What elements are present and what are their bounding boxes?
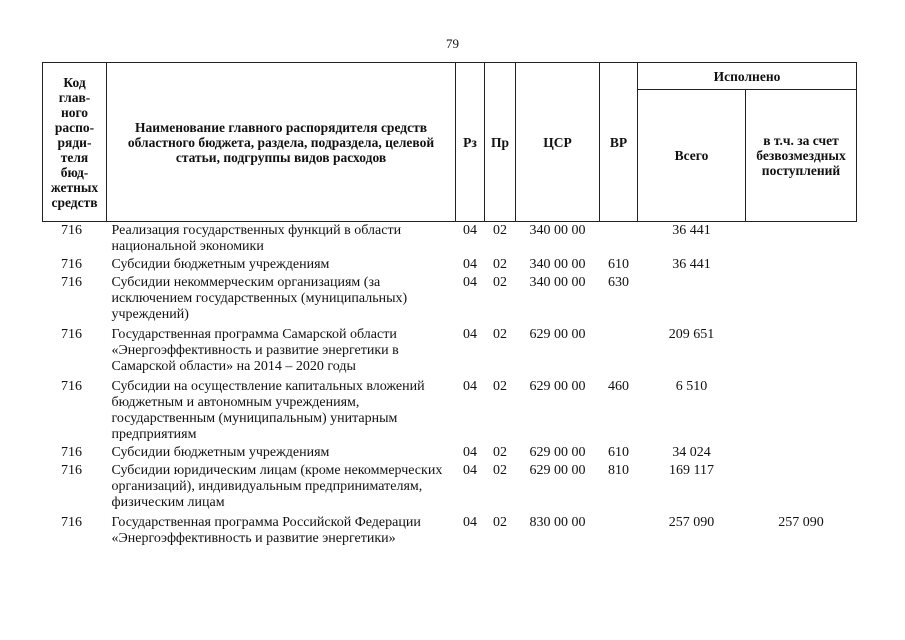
cell-csr: 629 00 00 xyxy=(529,327,586,342)
header-executed: Исполнено xyxy=(638,63,857,90)
cell-pr: 02 xyxy=(493,515,507,530)
cell-csr: 340 00 00 xyxy=(529,223,586,238)
cell-free xyxy=(746,222,857,257)
page-number: 79 xyxy=(446,36,459,51)
cell-total: 169 117 xyxy=(669,463,714,478)
cell-rz: 04 xyxy=(463,515,477,530)
cell-free xyxy=(746,376,857,444)
cell-name: Субсидии бюджетным учреждениям xyxy=(111,445,330,460)
header-name: Наименование главного распорядителя средств областного бюджета, раздела, подраздела, целевой статьи, подгруппы видов расходов xyxy=(107,63,456,222)
cell-name: Субсидии некоммерческим организациям (за исключением государственных (муниципальных) учреждений) xyxy=(111,275,408,322)
cell-total: 209 651 xyxy=(668,327,715,342)
cell-vr: 630 xyxy=(608,275,629,290)
table-row xyxy=(43,274,857,324)
cell-rz: 04 xyxy=(463,327,477,342)
cell-free: 257 090 xyxy=(778,515,824,530)
header-code-line: теля xyxy=(60,149,89,165)
cell-free xyxy=(746,256,857,274)
header-code-line: жетных xyxy=(50,179,99,195)
budget-execution-table xyxy=(42,62,857,548)
table-row xyxy=(43,256,857,274)
table-row xyxy=(43,512,857,548)
cell-code: 716 xyxy=(61,445,82,460)
cell-name: Государственная программа Российской Федерации «Энергоэффективность и развитие энергетики» xyxy=(111,515,421,546)
header-code-line: ряди- xyxy=(57,134,92,150)
cell-csr: 629 00 00 xyxy=(529,379,586,394)
cell-rz: 04 xyxy=(463,463,477,478)
cell-total: 36 441 xyxy=(672,223,711,238)
cell-total: 36 441 xyxy=(672,257,711,272)
cell-name: Государственная программа Самарской области «Энергоэффективность и развитие энергетики в Самарской области» на 2014 – 2020 годы xyxy=(111,327,399,374)
cell-code: 716 xyxy=(61,515,82,530)
cell-free xyxy=(746,324,857,376)
cell-rz: 04 xyxy=(463,379,477,394)
cell-code: 716 xyxy=(61,327,82,342)
cell-vr xyxy=(600,512,638,548)
header-free-receipts: в т.ч. за счет безвозмездных поступлений xyxy=(746,90,857,222)
header-code-line: средств xyxy=(51,194,98,210)
table-row xyxy=(43,462,857,512)
cell-total: 6 510 xyxy=(675,379,708,394)
cell-csr: 629 00 00 xyxy=(529,445,586,460)
cell-free xyxy=(746,444,857,462)
cell-csr: 340 00 00 xyxy=(529,275,586,290)
table-row xyxy=(43,222,857,257)
cell-vr: 610 xyxy=(608,445,629,460)
header-csr: ЦСР xyxy=(516,63,600,222)
cell-name: Субсидии бюджетным учреждениям xyxy=(111,257,330,272)
header-vr: ВР xyxy=(600,63,638,222)
cell-pr: 02 xyxy=(493,445,507,460)
header-code-line: бюд- xyxy=(60,164,89,180)
cell-pr: 02 xyxy=(493,223,507,238)
cell-pr: 02 xyxy=(493,379,507,394)
cell-vr: 610 xyxy=(608,257,629,272)
cell-vr xyxy=(600,222,638,257)
cell-csr: 340 00 00 xyxy=(529,257,586,272)
header-code-line: глав- xyxy=(58,89,91,105)
table-row xyxy=(43,376,857,444)
cell-name: Реализация государственных функций в области национальной экономики xyxy=(111,223,402,254)
header-code-line: Код xyxy=(63,74,86,90)
cell-total: 257 090 xyxy=(668,515,715,530)
cell-rz: 04 xyxy=(463,257,477,272)
cell-code: 716 xyxy=(61,275,82,290)
header-total: Всего xyxy=(638,90,746,222)
cell-vr xyxy=(600,324,638,376)
cell-vr: 810 xyxy=(608,463,629,478)
cell-free xyxy=(746,462,857,512)
header-pr: Пр xyxy=(485,63,516,222)
header-code-line: ного xyxy=(60,104,89,120)
cell-free xyxy=(746,274,857,324)
cell-vr: 460 xyxy=(608,379,629,394)
cell-name: Субсидии на осуществление капитальных вложений бюджетным и автономным учреждениям, государственным (муниципальным) унитарным предприятиям xyxy=(111,379,425,442)
cell-csr: 830 00 00 xyxy=(529,515,586,530)
cell-pr: 02 xyxy=(493,327,507,342)
table-row xyxy=(43,444,857,462)
cell-rz: 04 xyxy=(463,223,477,238)
cell-code: 716 xyxy=(61,463,82,478)
cell-pr: 02 xyxy=(493,275,507,290)
cell-code: 716 xyxy=(61,257,82,272)
header-code xyxy=(43,63,107,222)
cell-name: Субсидии юридическим лицам (кроме некоммерческих организаций), индивидуальным предпринимателям, физическим лицам xyxy=(111,463,443,510)
cell-pr: 02 xyxy=(493,463,507,478)
table-row xyxy=(43,324,857,376)
cell-csr: 629 00 00 xyxy=(529,463,586,478)
cell-code: 716 xyxy=(61,223,82,238)
cell-code: 716 xyxy=(61,379,82,394)
cell-total xyxy=(638,274,746,324)
cell-pr: 02 xyxy=(493,257,507,272)
cell-rz: 04 xyxy=(463,275,477,290)
cell-rz: 04 xyxy=(463,445,477,460)
cell-total: 34 024 xyxy=(672,445,711,460)
header-code-line: распо- xyxy=(54,119,95,135)
header-rz: Рз xyxy=(456,63,485,222)
